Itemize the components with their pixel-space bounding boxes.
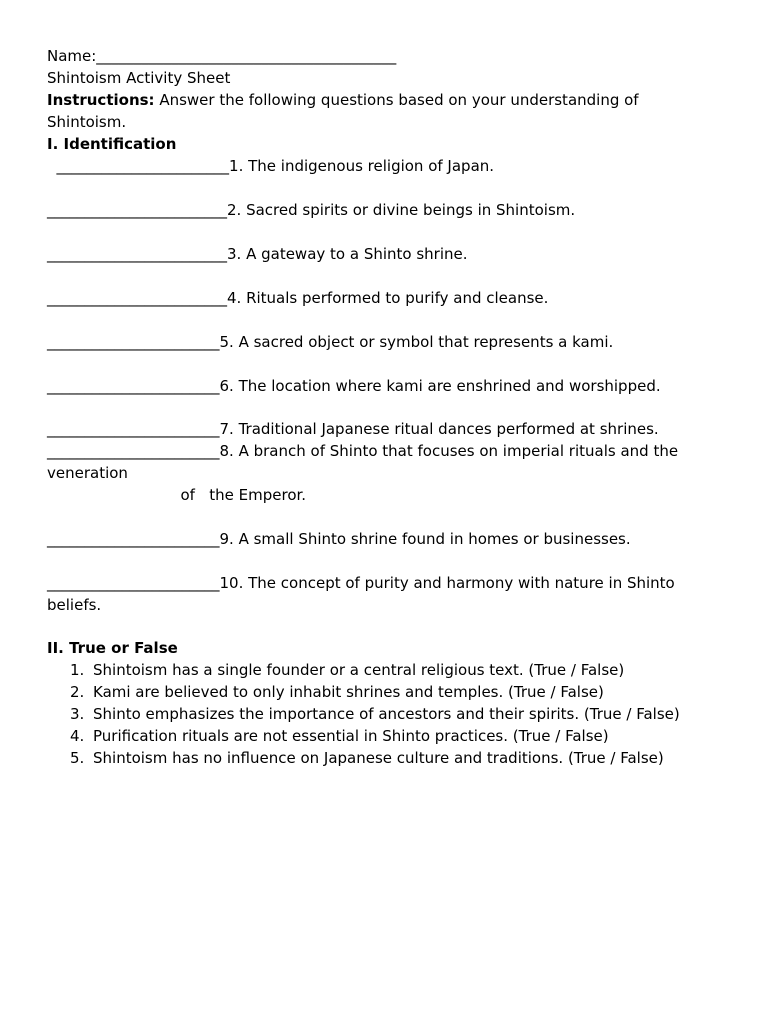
section-identification-heading: I. Identification — [47, 135, 177, 153]
identification-item-8-continued-2: of the Emperor. — [47, 486, 307, 504]
identification-item-6: _______________________6. The location where kami are enshrined and worshipped. — [47, 377, 661, 395]
section-true-false-heading: II. True or False — [47, 639, 178, 657]
identification-item-1: _______________________1. The indigenous religion of Japan. — [47, 157, 495, 175]
true-false-item — [70, 681, 604, 703]
true-false-item — [70, 659, 624, 681]
identification-item-7: _______________________7. Traditional Japanese ritual dances performed at shrines. — [47, 420, 659, 438]
list-number: 2. — [70, 683, 85, 701]
identification-item-10-continued: beliefs. — [47, 596, 102, 614]
true-false-text: Shinto emphasizes the importance of ancestors and their spirits. (True / False) — [93, 705, 680, 723]
true-false-text: Kami are believed to only inhabit shrines and temples. (True / False) — [93, 683, 604, 701]
instructions-text-continued: Shintoism. — [47, 113, 127, 131]
true-false-text: Shintoism has a single founder or a central religious text. (True / False) — [93, 661, 625, 679]
list-number: 4. — [70, 727, 85, 745]
true-false-text: Shintoism has no influence on Japanese culture and traditions. (True / False) — [93, 749, 664, 767]
identification-item-9: _______________________9. A small Shinto shrine found in homes or businesses. — [47, 530, 631, 548]
name-field-line: Name:________________________________________ — [47, 47, 397, 65]
identification-item-3: ________________________3. A gateway to a Shinto shrine. — [47, 245, 468, 263]
page-title: Shintoism Activity Sheet — [47, 69, 231, 87]
identification-item-8-continued: veneration — [47, 464, 128, 482]
list-number: 1. — [70, 661, 85, 679]
true-false-item — [70, 703, 680, 725]
identification-item-8: _______________________8. A branch of Shinto that focuses on imperial rituals and the — [47, 442, 679, 460]
identification-item-10: _______________________10. The concept of purity and harmony with nature in Shinto — [47, 574, 675, 592]
identification-item-4: ________________________4. Rituals performed to purify and cleanse. — [47, 289, 549, 307]
true-false-text: Purification rituals are not essential in Shinto practices. (True / False) — [93, 727, 609, 745]
instructions-label: Instructions: — [47, 91, 155, 109]
instructions-line — [47, 89, 639, 111]
list-number: 5. — [70, 749, 85, 767]
instructions-text: Answer the following questions based on your understanding of — [154, 91, 639, 109]
identification-item-2: ________________________2. Sacred spirits or divine beings in Shintoism. — [47, 201, 576, 219]
true-false-item — [70, 725, 609, 747]
true-false-item — [70, 747, 664, 769]
list-number: 3. — [70, 705, 85, 723]
identification-item-5: _______________________5. A sacred object or symbol that represents a kami. — [47, 333, 614, 351]
